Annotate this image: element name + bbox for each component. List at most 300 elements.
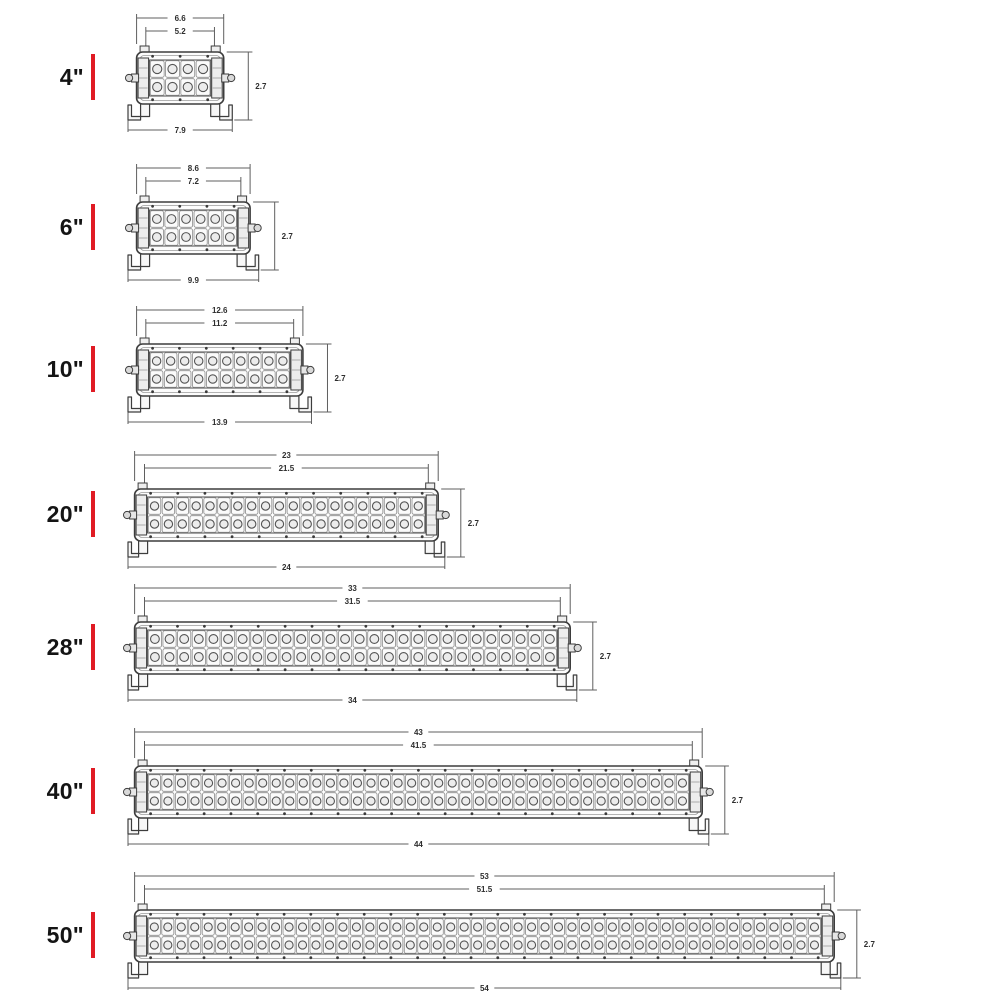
screw-dot (472, 668, 475, 671)
led-lens (209, 375, 217, 383)
led-lens (624, 797, 632, 805)
led-lens (180, 357, 188, 365)
led-lens (225, 233, 234, 242)
inner-width-dimension-value: 41.5 (410, 740, 427, 750)
size-row-20in (0, 445, 1000, 575)
led-lens (810, 941, 818, 949)
led-lens (231, 941, 239, 949)
screw-dot (524, 769, 527, 772)
led-lens (223, 357, 231, 365)
screw-dot (417, 812, 420, 815)
inner-width-dimension-value: 5.2 (174, 26, 186, 36)
screw-dot (363, 913, 366, 916)
led-lens (164, 502, 172, 510)
inner-width-dimension-value: 31.5 (344, 596, 361, 606)
led-lens (420, 941, 428, 949)
led-lens (282, 653, 291, 662)
led-lens (194, 357, 202, 365)
led-lens (303, 502, 311, 510)
led-lens (183, 64, 192, 73)
led-lens (545, 653, 554, 662)
screw-dot (390, 956, 393, 959)
screw-dot (151, 347, 154, 350)
led-lens (584, 797, 592, 805)
led-lens (716, 923, 724, 931)
led-lens (460, 923, 468, 931)
led-lens (458, 653, 467, 662)
screw-dot (233, 248, 236, 251)
lightbar-housing (135, 489, 439, 541)
screw-dot (258, 535, 261, 538)
screw-dot (176, 625, 179, 628)
height-dimension-value: 2.7 (467, 519, 479, 528)
led-lens (770, 941, 778, 949)
bottom-width-dimension (128, 690, 577, 705)
led-lens (595, 923, 603, 931)
screw-dot (496, 956, 499, 959)
led-lens (224, 635, 233, 644)
led-lens (489, 797, 497, 805)
lightbar-housing (135, 766, 703, 818)
led-lens (502, 779, 510, 787)
screw-dot (149, 913, 152, 916)
led-lens (312, 941, 320, 949)
led-lens (313, 779, 321, 787)
lightbar-housing (137, 202, 251, 254)
bottom-width-dimension-value: 24 (281, 562, 291, 572)
led-lens (502, 653, 511, 662)
led-lens (204, 941, 212, 949)
led-lens (339, 941, 347, 949)
led-lens (268, 653, 277, 662)
led-lens (279, 375, 287, 383)
screw-dot (286, 347, 289, 350)
led-lens (475, 779, 483, 787)
screw-dot (364, 668, 367, 671)
bottom-width-dimension-value: 34 (347, 695, 357, 705)
size-label: 6" (59, 214, 84, 240)
screw-dot (737, 956, 740, 959)
led-lens (232, 779, 240, 787)
led-lens (150, 520, 158, 528)
screw-dot (256, 812, 259, 815)
led-lens (529, 797, 537, 805)
led-lens (462, 779, 470, 787)
led-lens (474, 941, 482, 949)
led-lens (164, 923, 172, 931)
screw-dot (418, 668, 421, 671)
led-lens (370, 635, 379, 644)
led-lens (611, 797, 619, 805)
screw-dot (310, 769, 313, 772)
screw-dot (817, 956, 820, 959)
led-lens (406, 941, 414, 949)
led-lens (223, 375, 231, 383)
led-lens (198, 64, 207, 73)
bolt-head (706, 788, 713, 795)
led-lens (703, 923, 711, 931)
screw-dot (285, 535, 288, 538)
led-lens (353, 797, 361, 805)
screw-dot (685, 769, 688, 772)
led-lens (638, 779, 646, 787)
led-lens (447, 941, 455, 949)
led-lens (253, 653, 262, 662)
lens-frame (148, 774, 690, 810)
led-lens (743, 923, 751, 931)
screw-dot (417, 769, 420, 772)
screw-dot (149, 492, 152, 495)
led-lens (543, 797, 551, 805)
height-dimension (705, 766, 743, 834)
led-lens (177, 797, 185, 805)
led-lens (311, 635, 320, 644)
led-lens (393, 941, 401, 949)
led-lens (406, 923, 414, 931)
led-lens (345, 520, 353, 528)
led-lens (164, 797, 172, 805)
led-lens (180, 635, 189, 644)
led-lens (164, 520, 172, 528)
screw-dot (391, 668, 394, 671)
screw-dot (553, 625, 556, 628)
led-lens (352, 941, 360, 949)
led-lens (150, 941, 158, 949)
led-lens (151, 653, 160, 662)
screw-dot (230, 769, 233, 772)
lightbar-housing (135, 622, 571, 674)
led-lens (325, 923, 333, 931)
led-lens (248, 502, 256, 510)
inner-width-dimension-value: 11.2 (212, 318, 228, 328)
led-lens (372, 502, 380, 510)
screw-dot (390, 812, 393, 815)
led-lens (238, 635, 247, 644)
inner-width-dimension-value: 51.5 (476, 884, 493, 894)
screw-dot (578, 812, 581, 815)
led-lens (194, 375, 202, 383)
screw-dot (685, 812, 688, 815)
led-lens (245, 941, 253, 949)
led-lens (182, 233, 191, 242)
screw-dot (390, 769, 393, 772)
screw-dot (256, 769, 259, 772)
screw-dot (603, 913, 606, 916)
led-lens (182, 215, 191, 224)
led-lens (433, 923, 441, 931)
led-lens (665, 779, 673, 787)
screw-dot (206, 205, 209, 208)
screw-dot (151, 390, 154, 393)
screw-dot (471, 769, 474, 772)
led-lens (258, 941, 266, 949)
lightbar-diagram-6in (0, 158, 1000, 288)
led-lens (757, 941, 765, 949)
led-lens (400, 520, 408, 528)
led-lens (191, 941, 199, 949)
bolt-head (125, 224, 132, 231)
led-lens (353, 779, 361, 787)
led-lens (689, 941, 697, 949)
led-lens (211, 215, 220, 224)
led-lens (689, 923, 697, 931)
screw-dot (230, 625, 233, 628)
bottom-width-dimension-value: 13.9 (211, 417, 228, 427)
screw-dot (366, 492, 369, 495)
led-lens (317, 520, 325, 528)
led-lens (191, 923, 199, 931)
led-lens (408, 779, 416, 787)
led-lens (204, 797, 212, 805)
bottom-width-dimension-value: 7.9 (174, 125, 186, 135)
led-lens (311, 653, 320, 662)
screw-dot (337, 769, 340, 772)
led-lens (326, 635, 335, 644)
screw-dot (443, 913, 446, 916)
led-lens (355, 635, 364, 644)
screw-dot (229, 913, 232, 916)
led-lens (557, 779, 565, 787)
led-lens (298, 941, 306, 949)
led-lens (150, 797, 158, 805)
led-lens (180, 653, 189, 662)
led-lens (487, 941, 495, 949)
screw-dot (149, 812, 152, 815)
screw-dot (283, 913, 286, 916)
led-lens (237, 375, 245, 383)
led-lens (231, 923, 239, 931)
lightbar-diagram-50in (0, 866, 1000, 996)
led-lens (380, 797, 388, 805)
lightbar-diagram-40in (0, 722, 1000, 852)
top-width-dimension-value: 43 (413, 727, 423, 737)
inner-width-dimension (146, 177, 241, 196)
led-lens (177, 779, 185, 787)
screw-dot (363, 956, 366, 959)
screw-dot (311, 625, 314, 628)
led-lens (177, 941, 185, 949)
led-lens (408, 797, 416, 805)
screw-dot (176, 668, 179, 671)
screw-dot (418, 625, 421, 628)
bolt-head (124, 932, 131, 939)
led-lens (196, 233, 205, 242)
led-lens (472, 635, 481, 644)
led-lens (414, 635, 423, 644)
led-lens (183, 82, 192, 91)
led-lens (516, 653, 525, 662)
screw-dot (763, 913, 766, 916)
screw-dot (203, 812, 206, 815)
led-lens (326, 797, 334, 805)
led-lens (340, 779, 348, 787)
led-lens (238, 653, 247, 662)
led-lens (487, 923, 495, 931)
led-lens (400, 502, 408, 510)
screw-dot (339, 535, 342, 538)
top-width-dimension-value: 53 (479, 871, 489, 881)
screw-dot (337, 812, 340, 815)
bolt-head (254, 224, 261, 231)
led-lens (545, 635, 554, 644)
led-lens (268, 635, 277, 644)
inner-width-dimension (145, 885, 825, 904)
screw-dot (683, 956, 686, 959)
led-lens (341, 635, 350, 644)
led-lens (218, 779, 226, 787)
screw-dot (790, 956, 793, 959)
led-lens (209, 357, 217, 365)
led-lens (153, 82, 162, 91)
led-lens (649, 923, 657, 931)
screw-dot (284, 625, 287, 628)
led-lens (543, 779, 551, 787)
led-lens (597, 779, 605, 787)
led-lens (359, 520, 367, 528)
led-lens (810, 923, 818, 931)
screw-dot (149, 769, 152, 772)
led-lens (447, 923, 455, 931)
led-lens (516, 635, 525, 644)
led-lens (285, 941, 293, 949)
screw-dot (179, 98, 182, 101)
led-lens (529, 779, 537, 787)
screw-dot (176, 492, 179, 495)
screw-dot (284, 668, 287, 671)
led-lens (367, 779, 375, 787)
screw-dot (496, 913, 499, 916)
led-lens (487, 653, 496, 662)
led-lens (435, 797, 443, 805)
led-lens (167, 215, 176, 224)
screw-dot (364, 625, 367, 628)
screw-dot (176, 535, 179, 538)
led-lens (150, 779, 158, 787)
size-row-4in (0, 8, 1000, 138)
screw-dot (576, 956, 579, 959)
led-lens (716, 941, 724, 949)
height-dimension-value: 2.7 (599, 652, 611, 661)
led-lens (420, 923, 428, 931)
led-lens (259, 797, 267, 805)
led-lens (218, 797, 226, 805)
screw-dot (710, 956, 713, 959)
led-lens (730, 941, 738, 949)
led-lens (703, 941, 711, 949)
screw-dot (312, 492, 315, 495)
led-lens (475, 797, 483, 805)
led-lens (204, 779, 212, 787)
led-lens (168, 82, 177, 91)
screw-dot (630, 913, 633, 916)
led-lens (164, 779, 172, 787)
led-lens (584, 779, 592, 787)
screw-dot (550, 956, 553, 959)
led-lens (206, 520, 214, 528)
bolt-head (574, 644, 581, 651)
led-lens (531, 653, 540, 662)
screw-dot (206, 55, 209, 58)
screw-dot (256, 913, 259, 916)
led-lens (192, 502, 200, 510)
screw-dot (257, 668, 260, 671)
led-lens (279, 357, 287, 365)
led-lens (237, 357, 245, 365)
led-lens (265, 357, 273, 365)
screw-dot (206, 98, 209, 101)
screw-dot (763, 956, 766, 959)
bottom-width-dimension-value: 9.9 (187, 275, 199, 285)
led-lens (150, 923, 158, 931)
lightbar-diagram-10in (0, 300, 1000, 430)
screw-dot (550, 913, 553, 916)
led-lens (167, 233, 176, 242)
led-lens (581, 941, 589, 949)
led-lens (678, 779, 686, 787)
led-lens (297, 653, 306, 662)
screw-dot (203, 956, 206, 959)
led-lens (528, 923, 536, 931)
screw-dot (683, 913, 686, 916)
screw-dot (339, 492, 342, 495)
led-lens (245, 779, 253, 787)
screw-dot (151, 205, 154, 208)
led-lens (448, 797, 456, 805)
screw-dot (421, 535, 424, 538)
led-lens (651, 797, 659, 805)
inner-width-dimension (145, 464, 429, 483)
screw-dot (444, 769, 447, 772)
led-lens (151, 635, 160, 644)
screw-dot (444, 812, 447, 815)
screw-dot (790, 913, 793, 916)
inner-width-dimension (145, 741, 693, 760)
led-lens (662, 923, 670, 931)
size-row-40in (0, 722, 1000, 852)
screw-dot (578, 769, 581, 772)
led-lens (414, 653, 423, 662)
screw-dot (336, 956, 339, 959)
led-lens (414, 502, 422, 510)
bottom-width-dimension-value: 54 (479, 983, 489, 993)
led-lens (168, 64, 177, 73)
led-lens (234, 520, 242, 528)
led-lens (209, 635, 218, 644)
led-lens (366, 923, 374, 931)
led-lens (624, 779, 632, 787)
bolt-head (124, 511, 131, 518)
height-dimension-value: 2.7 (334, 374, 346, 383)
screw-dot (149, 956, 152, 959)
led-lens (313, 797, 321, 805)
screw-dot (497, 812, 500, 815)
led-lens (289, 520, 297, 528)
led-lens (355, 653, 364, 662)
led-lens (554, 941, 562, 949)
screw-dot (205, 347, 208, 350)
bottom-width-dimension-value: 44 (413, 839, 423, 849)
led-lens (386, 520, 394, 528)
led-lens (286, 779, 294, 787)
led-lens (196, 215, 205, 224)
screw-dot (526, 668, 529, 671)
led-lens (770, 923, 778, 931)
led-lens (218, 923, 226, 931)
led-lens (676, 941, 684, 949)
lightbar-diagram-28in (0, 578, 1000, 708)
screw-dot (312, 535, 315, 538)
screw-dot (523, 913, 526, 916)
